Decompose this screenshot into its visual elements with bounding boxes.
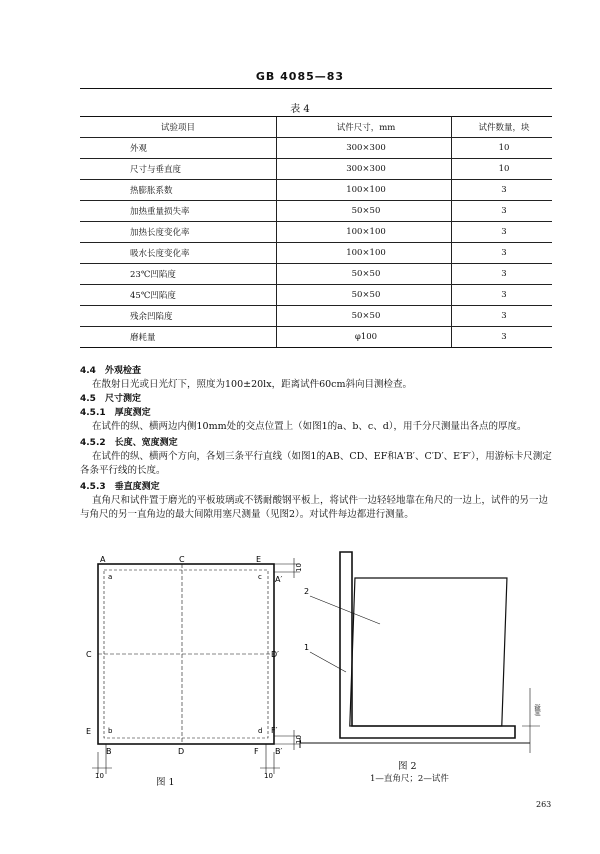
section-heading: 4.5 尺寸测定 [80,394,141,404]
paragraph: 在试件的纵、横两边内侧10mm处的交点位置上（如图1的a、b、c、d），用千分尺测量出各点的厚度。 [92,421,527,432]
table-cell: 残余凹陷度 [80,306,277,327]
table-cell: 300×300 [277,138,452,159]
table-cell: 3 [452,222,553,243]
label-D: D [178,747,185,756]
table-cell: 3 [452,285,553,306]
label-E-left: E [86,727,92,736]
label-F-prime: F′ [271,726,278,735]
column-header: 试验项目 [80,117,277,138]
table-cell: 3 [452,327,553,348]
label-F: F [254,747,259,756]
table-cell: 尺寸与垂直度 [80,159,277,180]
label-C-left: C [86,650,92,659]
table-caption: 表 4 [290,104,310,115]
table-cell: 100×100 [277,180,452,201]
dim-bottom-right: 10 [264,772,273,780]
dim-top-right: 10 [295,563,303,572]
table-cell: 3 [452,264,553,285]
label-c: c [258,573,262,581]
label-B: B [106,747,112,756]
table-cell: 3 [452,201,553,222]
table-row [80,138,552,159]
paragraph: 在试件的纵、横两个方向，各划三条平行直线（如图1的AB、CD、EF和A′B′、C′D′、E′F′），用游标卡尺测定各条平行线的长度。 [80,451,552,476]
table-cell: 50×50 [277,264,452,285]
column-header: 试件数量，块 [452,117,553,138]
label-1: 1 [304,643,310,652]
table-cell: 3 [452,306,553,327]
table-row [80,327,552,348]
table-row [80,243,552,264]
table-cell: 10 [452,138,553,159]
label-a: a [108,573,113,581]
table-cell: 50×50 [277,285,452,306]
table-cell: 吸水长度变化率 [80,243,277,264]
table-cell: 300×300 [277,159,452,180]
page-header: GB 4085—83 [255,70,345,83]
figure-1-caption: 图 1 [156,777,175,788]
table-cell: 10 [452,159,553,180]
table-4 [80,116,552,348]
label-D-prime: D′ [271,650,279,659]
section-heading: 4.4 外观检查 [80,366,141,376]
label-2: 2 [304,587,310,596]
table-cell: 45℃凹陷度 [80,285,277,306]
section-4-4 [80,364,552,522]
section-heading: 4.5.1 厚度测定 [80,408,151,418]
table-cell: 3 [452,180,553,201]
table-row [80,285,552,306]
table-row [80,264,552,285]
table-row [80,180,552,201]
table-cell: 100×100 [277,243,452,264]
header-rule [80,88,552,89]
table-cell: 50×50 [277,201,452,222]
table-cell: 加热长度变化率 [80,222,277,243]
label-E: E [256,555,262,564]
paragraph: 在散射日光或日光灯下，照度为100±20lx，距离试件60cm斜向目测检查。 [92,379,412,390]
dim-bottom-right-side: 10 [295,735,303,744]
column-header: 试件尺寸，mm [277,117,452,138]
label-A-prime: A′ [275,575,283,584]
figure-1 [78,552,308,792]
section-heading: 4.5.2 长度、宽度测定 [80,438,178,448]
section-heading: 4.5.3 垂直度测定 [80,482,160,492]
table-cell: φ100 [277,327,452,348]
table-cell: 热膨胀系数 [80,180,277,201]
table-cell: 100×100 [277,222,452,243]
label-A: A [100,555,106,564]
gap-label: 间隙 [535,703,542,716]
figure-2-caption: 图 2 [398,761,417,772]
leader-2 [310,596,380,624]
square-ruler [340,552,515,738]
paragraph: 直角尺和试件置于磨光的平板玻璃或不锈耐酸钢平板上，将试件一边轻轻地靠在角尺的一边上，试件的另一边与角尺的另一直角边的最大间隙用塞尺测量（见图2）。对试件每边都进行测量。 [80,495,549,520]
table-cell: 23℃凹陷度 [80,264,277,285]
table-header-row [80,117,552,138]
table-cell: 50×50 [277,306,452,327]
label-b: b [108,727,113,735]
specimen [350,578,507,726]
label-d: d [258,727,263,735]
table-cell: 外观 [80,138,277,159]
table-row [80,159,552,180]
table-cell: 加热重量损失率 [80,201,277,222]
table-cell: 3 [452,243,553,264]
table-row [80,306,552,327]
dim-bottom-left: 10 [95,772,104,780]
table-row [80,201,552,222]
label-B-prime: B′ [275,747,283,756]
label-C: C [179,555,185,564]
page-number: 263 [536,800,552,809]
figure-2-legend: 1—直角尺；2—试件 [370,774,449,784]
table-cell: 磨耗量 [80,327,277,348]
table-row [80,222,552,243]
figure-2 [290,548,550,760]
